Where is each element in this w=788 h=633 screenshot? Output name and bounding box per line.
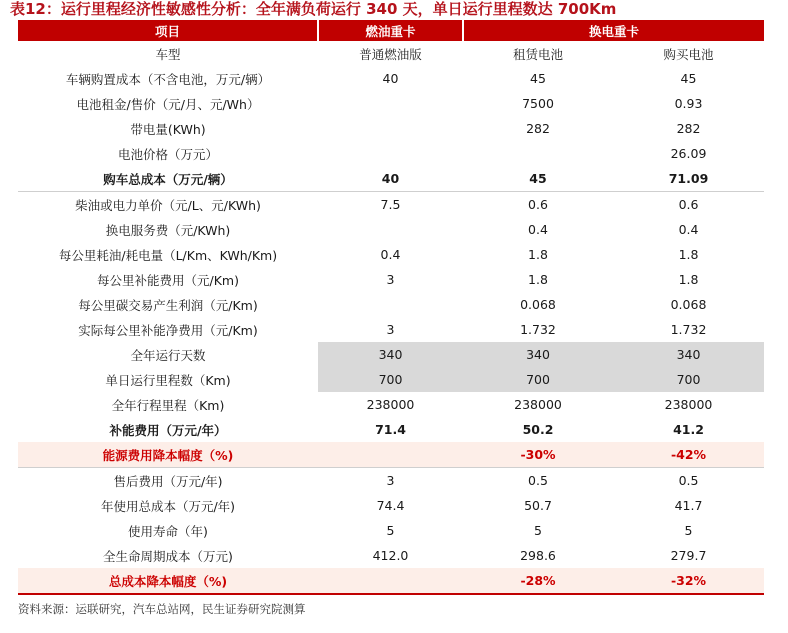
table-title: 表12：运行里程经济性敏感性分析：全年满负荷运行 340 天，单日运行里程数达 700Km [10,0,617,18]
row-label: 每公里耗油/耗电量（L/Km、KWh/Km) [58,247,278,263]
cell-buy: 0.4 [678,222,699,237]
cell-fuel: 412.0 [372,548,409,563]
table-row [18,41,764,66]
table-row [18,66,764,91]
cell-buy: 1.8 [678,247,699,262]
cell-buy: 238000 [664,397,713,412]
cell-rent: 45 [463,166,613,192]
table-row-total-reduction [18,568,764,594]
cell-rent: 1.8 [528,247,548,262]
cell-rent: 7500 [522,96,554,111]
cell-fuel: 3 [386,473,395,488]
cell-buy: 0.068 [670,297,707,312]
cell-rent: 50.7 [524,498,552,513]
source-note: 资料来源：运联研究，汽车总站网，民生证券研究院测算 [18,602,306,616]
cell-buy: 26.09 [670,146,707,161]
table-row [18,543,764,568]
cell-fuel [318,292,463,317]
table-row [18,242,764,267]
cell-buy: -42% [613,442,764,468]
row-label: 柴油或电力单价（元/L、元/KWh) [75,197,261,213]
table-row [18,192,764,218]
table-row-energy-reduction [18,442,764,468]
header-swap-truck: 换电重卡 [463,20,764,41]
cell-buy: 279.7 [670,548,707,563]
cell-buy: 45 [680,71,697,86]
table-row [18,267,764,292]
cell-fuel [318,217,463,242]
header-item: 项目 [18,20,318,41]
cell-fuel: 3 [386,322,395,337]
cell-buy: 700 [613,367,764,392]
cell-fuel: 5 [386,523,395,538]
cell-fuel: 0.4 [380,247,401,262]
cell-fuel: 74.4 [376,498,405,513]
cell-rent: 50.2 [522,422,554,437]
cell-rent: 5 [534,523,542,538]
cell-fuel: 3 [386,272,395,287]
cell-buy: 282 [676,121,701,136]
cell-rent: 0.5 [528,473,548,488]
cell-fuel: 71.4 [375,422,406,437]
cell-buy: 0.5 [678,473,699,488]
cell-rent: 0.6 [528,197,548,212]
row-label: 全生命周期成本（万元) [103,548,233,564]
table-row [18,493,764,518]
cell-fuel [318,116,463,141]
row-label: 使用寿命（年) [128,523,208,539]
cell-fuel: 40 [318,166,463,192]
cell-buy: 71.09 [613,166,764,192]
cell-rent: 1.732 [520,322,556,337]
cell-fuel: 238000 [366,397,415,412]
cell-rent: 0.4 [528,222,548,237]
cell-fuel: 340 [318,342,463,367]
table-row [18,342,764,367]
cell-fuel: 40 [382,71,399,86]
table-row-total-purchase [18,166,764,192]
row-label: 全年运行天数 [130,347,206,363]
row-label: 能源费用降本幅度（%) [18,442,318,468]
cell-rent: 340 [463,342,613,367]
sensitivity-table [18,20,764,595]
table-row [18,367,764,392]
cell-rent: 45 [530,71,546,86]
row-label: 电池价格（万元） [117,146,218,162]
cell-rent: 238000 [514,397,562,412]
cell-buy: 购买电池 [663,46,714,62]
cell-buy: 1.8 [678,272,699,287]
table-row [18,141,764,166]
table-row [18,217,764,242]
cell-buy: 340 [613,342,764,367]
table-header-row [18,20,764,41]
cell-fuel [318,91,463,116]
table-row [18,292,764,317]
row-label: 全年行程里程（Km) [111,397,225,413]
cell-buy: 0.93 [674,96,703,111]
cell-fuel: 普通燃油版 [359,46,422,62]
row-label: 车辆购置成本（不含电池，万元/辆） [65,71,271,87]
table-row [18,392,764,417]
row-label: 车型 [155,46,181,62]
cell-rent: 租赁电池 [512,46,563,62]
row-label: 每公里碳交易产生利润（元/Km) [78,297,258,313]
row-label: 年使用总成本（万元/年) [100,498,236,514]
row-label: 带电量(KWh) [130,121,206,137]
cell-buy: 41.2 [673,422,704,437]
cell-buy: 5 [684,523,693,538]
row-label: 每公里补能费用（元/Km) [97,272,239,288]
cell-rent: 298.6 [520,548,556,563]
cell-fuel: 7.5 [380,197,401,212]
cell-rent [463,141,613,166]
cell-buy: 0.6 [678,197,699,212]
cell-rent: 700 [463,367,613,392]
cell-rent: -30% [463,442,613,468]
cell-rent: 1.8 [528,272,548,287]
table-row [18,116,764,141]
cell-fuel [318,442,463,468]
table-row [18,317,764,342]
cell-buy: 41.7 [674,498,703,513]
row-label: 单日运行里程数（Km) [105,372,231,388]
row-label: 总成本降本幅度（%) [18,568,318,594]
row-label: 换电服务费（元/KWh) [105,222,231,238]
row-label: 实际每公里补能净费用（元/Km) [78,322,258,338]
row-label: 购车总成本（万元/辆） [18,166,318,192]
table-row [18,468,764,494]
cell-rent: -28% [463,568,613,594]
cell-rent: 0.068 [520,297,556,312]
row-label: 补能费用（万元/年） [109,422,227,438]
row-label: 电池租金/售价（元/月、元/Wh） [76,96,260,112]
cell-fuel: 700 [318,367,463,392]
cell-rent: 282 [526,121,550,136]
cell-buy: 1.732 [670,322,707,337]
cell-fuel [318,141,463,166]
cell-fuel [318,568,463,594]
table-row [18,91,764,116]
table-row [18,518,764,543]
table-row-energy-cost [18,417,764,442]
row-label: 售后费用（万元/年) [113,473,223,489]
header-fuel-truck: 燃油重卡 [318,20,463,41]
cell-buy: -32% [613,568,764,594]
